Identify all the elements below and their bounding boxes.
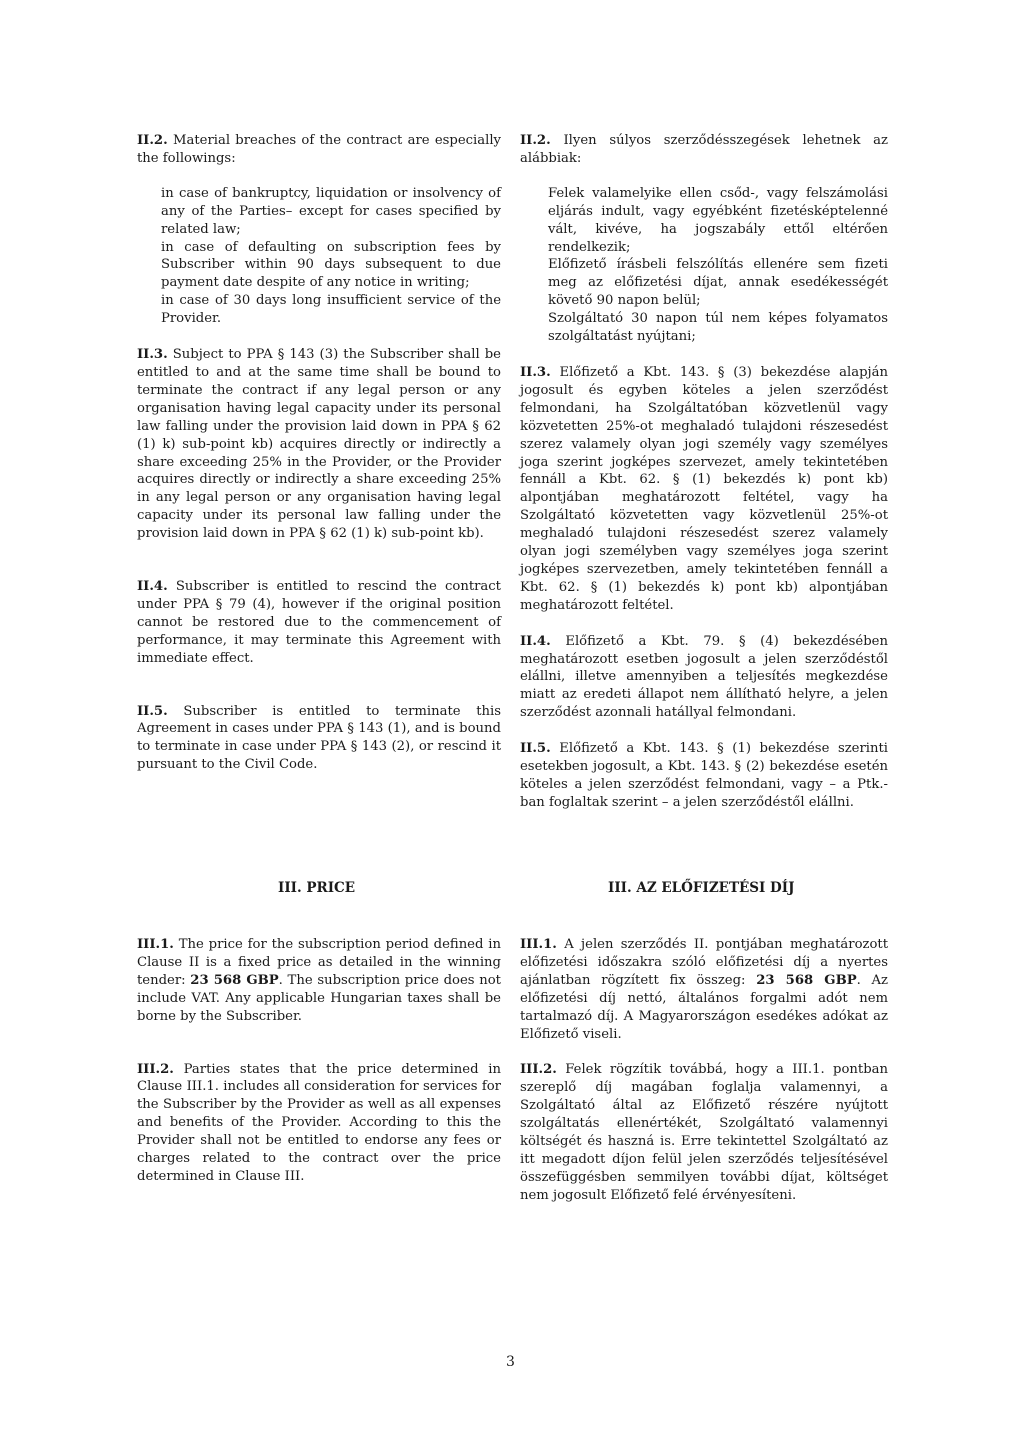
list-item: Felek valamelyike ellen csőd-, vagy felszámolási eljárás indult, vagy egyébként fizetésképtelenné vált, kivéve, ha jogszabály ettől eltérően rendelkezik; bbox=[548, 185, 888, 255]
clause-number: II.4. bbox=[137, 579, 168, 595]
clause-number: III.1. bbox=[520, 937, 557, 952]
breach-list-hu bbox=[548, 185, 888, 346]
list-item: in case of 30 days long insufficient service of the Provider. bbox=[161, 293, 501, 327]
clause-text: Előfizető a Kbt. 143. § (1) bekezdése szerinti esetekben jogosult, a Kbt. 143. § (2) bekezdése esetén köteles a jelen szerződést felmondani, vagy – a Ptk.-ban foglaltak szerint – a jelen szerződéstől elállni. bbox=[520, 741, 888, 810]
clause-ii3-en bbox=[137, 346, 501, 543]
clause-number: II.2. bbox=[520, 133, 551, 148]
clause-text: Előfizető a Kbt. 143. § (3) bekezdése alapján jogosult és egyben köteles a jelen szerződést felmondani, ha Szolgáltatóban közvetlenül vagy közvetetten 25%-ot meghaladó tulajdoni részesedést szerez valamely olyan jogi személy vagy személyes joga szerint jogképes szervezet, amely tekintetében fennáll a Kbt. 62. § (1) bekezdés k) pont kb) alpontjában meghatározott feltétel, vagy ha Szolgáltató közvetetten vagy közvetlenül 25%-ot meghaladó tulajdoni részesedést szerez valamely olyan jogi személyben vagy személyes joga szerint jogképes szervezetben, amely tekintetében fennáll a Kbt. 62. § (1) bekezdés k) pont kb) alpontjában meghatározott feltétel. bbox=[520, 364, 888, 613]
list-item: in case of defaulting on subscription fees by Subscriber within 90 days subsequent to due payment date despite of any notice in writing; bbox=[161, 239, 501, 291]
clause-iii1-en bbox=[137, 936, 501, 1026]
section-heading-hu: III. AZ ELŐFIZETÉSI DÍJ bbox=[608, 880, 795, 896]
clause-number: II.2. bbox=[137, 133, 168, 148]
clause-number: II.5. bbox=[137, 703, 168, 719]
price-amount: 23 568 GBP bbox=[756, 972, 857, 988]
clause-ii2-en bbox=[137, 132, 501, 168]
clause-text: Subscriber is entitled to rescind the contract under PPA § 79 (4), however if the original position cannot be restored due to the commencement of performance, it may terminate this Agreement with immediate effect. bbox=[137, 579, 501, 666]
clause-text: . The subscription price does not include VAT. Any applicable Hungarian taxes shall be borne by the Subscriber. bbox=[137, 972, 501, 1024]
clause-text: Előfizető a Kbt. 79. § (4) bekezdésében meghatározott esetben jogosult a jelen szerződéstől elállni, illetve amennyiben a teljesítés megkezdése miatt az eredeti állapot nem állítható helyre, a jelen szerződést azonnali hatállyal felmondani. bbox=[520, 633, 888, 721]
english-price-column bbox=[137, 936, 501, 1186]
clause-number: II.3. bbox=[137, 347, 168, 363]
clause-number: II.4. bbox=[520, 633, 551, 649]
clause-text: Material breaches of the contract are especially the followings: bbox=[137, 133, 501, 166]
clause-text: A jelen szerződés II. pontjában meghatározott előfizetési időszakra szóló előfizetési díj a nyertes ajánlatban rögzített fix összeg: bbox=[520, 937, 888, 988]
breach-list-en bbox=[161, 185, 501, 328]
clause-text: Subject to PPA § 143 (3) the Subscriber shall be entitled to and at the same time shall be bound to terminate the contract if any legal person or any organisation having legal capacity under its personal law falling under the provision laid down in PPA § 62 (1) k) sub-point kb) acquires directly or indirectly a share exceeding 25% in the Provider, or the Provider acquires directly or indirectly a share exceeding 25% in any legal person or any organisation having legal capacity under its personal law falling under the provision laid down in PPA § 62 (1) k) sub-point kb). bbox=[137, 347, 501, 542]
list-item: Előfizető írásbeli felszólítás ellenére sem fizeti meg az előfizetési díjat, annak esedékességét követő 90 napon belül; bbox=[548, 257, 888, 309]
list-item: in case of bankruptcy, liquidation or insolvency of any of the Parties– except for cases specified by related law; bbox=[161, 185, 501, 237]
clause-number: III.2. bbox=[520, 1062, 557, 1078]
list-item: Szolgáltató 30 napon túl nem képes folyamatos szolgáltatást nyújtani; bbox=[548, 311, 888, 345]
hungarian-column bbox=[520, 132, 888, 812]
clause-iii1-hu bbox=[520, 936, 888, 1043]
english-column bbox=[137, 132, 501, 774]
clause-iii2-en bbox=[137, 1061, 501, 1186]
clause-ii5-en bbox=[137, 703, 501, 775]
page-number: 3 bbox=[506, 1354, 515, 1370]
clause-text: . Az előfizetési díj nettó, általános forgalmi adót nem tartalmazó díj. A Magyarországon esedékes adókat az Előfizető viseli. bbox=[520, 972, 889, 1042]
clause-number: II.5. bbox=[520, 741, 551, 757]
section-heading-en: III. PRICE bbox=[278, 880, 356, 896]
clause-text: Felek rögzítik továbbá, hogy a III.1. pontban szereplő díj magában foglalja valamennyi, a Szolgáltató által az Előfizető részére nyújtott szolgáltatás ellenértékét, Szolgáltató valamennyi költségét és haszná is. Erre tekintettel Szolgáltató az itt megadott díjon felül jelen szerződés teljesítésével összefüggésben semmilyen további díjat, költséget nem jogosult Előfizető felé érvényesíteni. bbox=[520, 1062, 888, 1203]
price-amount: 23 568 GBP bbox=[190, 972, 279, 988]
clause-text: The price for the subscription period defined in Clause II is a fixed price as detailed in the winning tender: bbox=[137, 937, 501, 988]
clause-number: III.2. bbox=[137, 1061, 174, 1077]
clause-ii2-hu bbox=[520, 132, 888, 168]
clause-number: III.1. bbox=[137, 937, 174, 952]
clause-ii4-hu bbox=[520, 633, 888, 723]
clause-ii3-hu bbox=[520, 364, 888, 615]
clause-ii4-en bbox=[137, 578, 501, 668]
clause-number: II.3. bbox=[520, 364, 551, 380]
clause-ii5-hu bbox=[520, 740, 888, 812]
clause-text: Ilyen súlyos szerződésszegések lehetnek az alábbiak: bbox=[520, 133, 888, 166]
clause-text: Subscriber is entitled to terminate this Agreement in cases under PPA § 143 (1), and is bound to terminate in case under PPA § 143 (2), or rescind it pursuant to the Civil Code. bbox=[137, 703, 501, 773]
hungarian-price-column bbox=[520, 936, 888, 1205]
clause-iii2-hu bbox=[520, 1061, 888, 1204]
clause-text: Parties states that the price determined in Clause III.1. includes all consideration for services for the Subscriber by the Provider as well as all expenses and benefits of the Provider. According to this the Provider shall not be entitled to endorse any fees or charges related to the contract over the price determined in Clause III. bbox=[137, 1061, 501, 1184]
